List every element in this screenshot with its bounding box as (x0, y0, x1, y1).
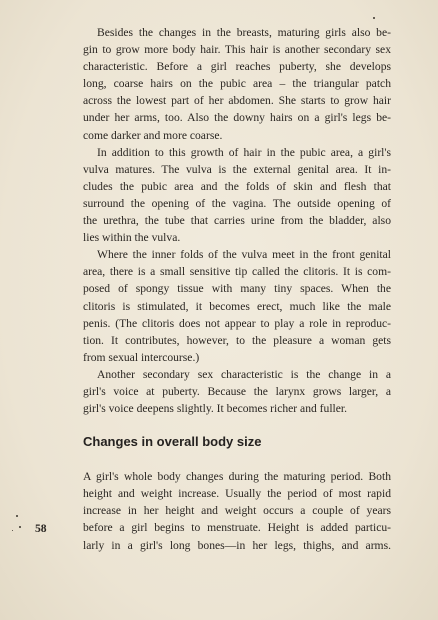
text-line: long, coarse hairs on the pubic area – the triangular patch (83, 77, 391, 91)
text-line: vulva matures. The vulva is the external genital area. It in- (83, 162, 391, 176)
text-line: larly in a girl's long bones—in her legs, thighs, and arms. (83, 538, 391, 552)
text-line: cludes the pubic area and the folds of skin and flesh that (83, 179, 391, 193)
text-line: increase in her height and weight occurs a couple of years (83, 504, 391, 518)
text-line: Where the inner folds of the vulva meet in the front genital (97, 248, 391, 262)
text-line: Besides the changes in the breasts, maturing girls also be- (97, 26, 391, 39)
text-line: girl's voice at puberty. Because the larynx grows larger, a (83, 384, 391, 398)
text-line: come darker and more coarse. (83, 128, 223, 142)
text-line: characteristic. Before a girl reaches puberty, she develops (83, 60, 391, 74)
paper-speck (373, 17, 375, 19)
text-line: posed of spongy tissue with many tiny spaces. When the (83, 282, 391, 296)
text-line: across the lowest part of her abdomen. She starts to grow hair (83, 94, 391, 108)
text-line: before a girl begins to menstruate. Height is added particu- (83, 521, 391, 535)
paper-speck (16, 515, 18, 517)
paragraph-clitoris (83, 246, 391, 366)
text-line: area, there is a small sensitive tip called the clitoris. It is com- (83, 265, 391, 279)
text-line: A girl's whole body changes during the maturing period. Both (83, 470, 391, 484)
text-line: Another secondary sex characteristic is the change in a (97, 367, 391, 381)
section-heading: Changes in overall body size (83, 434, 262, 450)
paragraph-body-size (83, 468, 391, 553)
text-line: the urethra, the tube that carries urine from the bladder, also (83, 214, 391, 228)
paper-speck (12, 530, 13, 531)
text-line: penis. (The clitoris does not appear to play a role in reproduc- (83, 316, 391, 330)
paragraph-vulva (83, 144, 391, 247)
paragraph-voice (83, 366, 391, 417)
text-line: girl's voice deepens slightly. It becomes richer and fuller. (83, 402, 348, 416)
paragraph-body-hair (83, 24, 391, 144)
text-line: clitoris is stimulated, it becomes erect, much like the male (83, 299, 391, 313)
text-line: gin to grow more body hair. This hair is another secondary sex (83, 43, 391, 57)
text-line: under her arms, too. Also the downy hairs on a girl's legs be- (83, 111, 391, 125)
page-number: 58 (35, 522, 47, 535)
text-line: lies within the vulva. (83, 231, 181, 245)
text-column (83, 24, 391, 554)
text-line: from sexual intercourse.) (83, 350, 200, 364)
paper-speck (19, 526, 21, 528)
text-line: tion. It contributes, however, to the pleasure a woman gets (83, 333, 391, 347)
text-line: In addition to this growth of hair in the pubic area, a girl's (97, 145, 391, 159)
text-line: height and weight increase. Usually the period of most rapid (83, 487, 391, 501)
text-line: surround the opening of the vagina. The outside opening of (83, 196, 391, 210)
